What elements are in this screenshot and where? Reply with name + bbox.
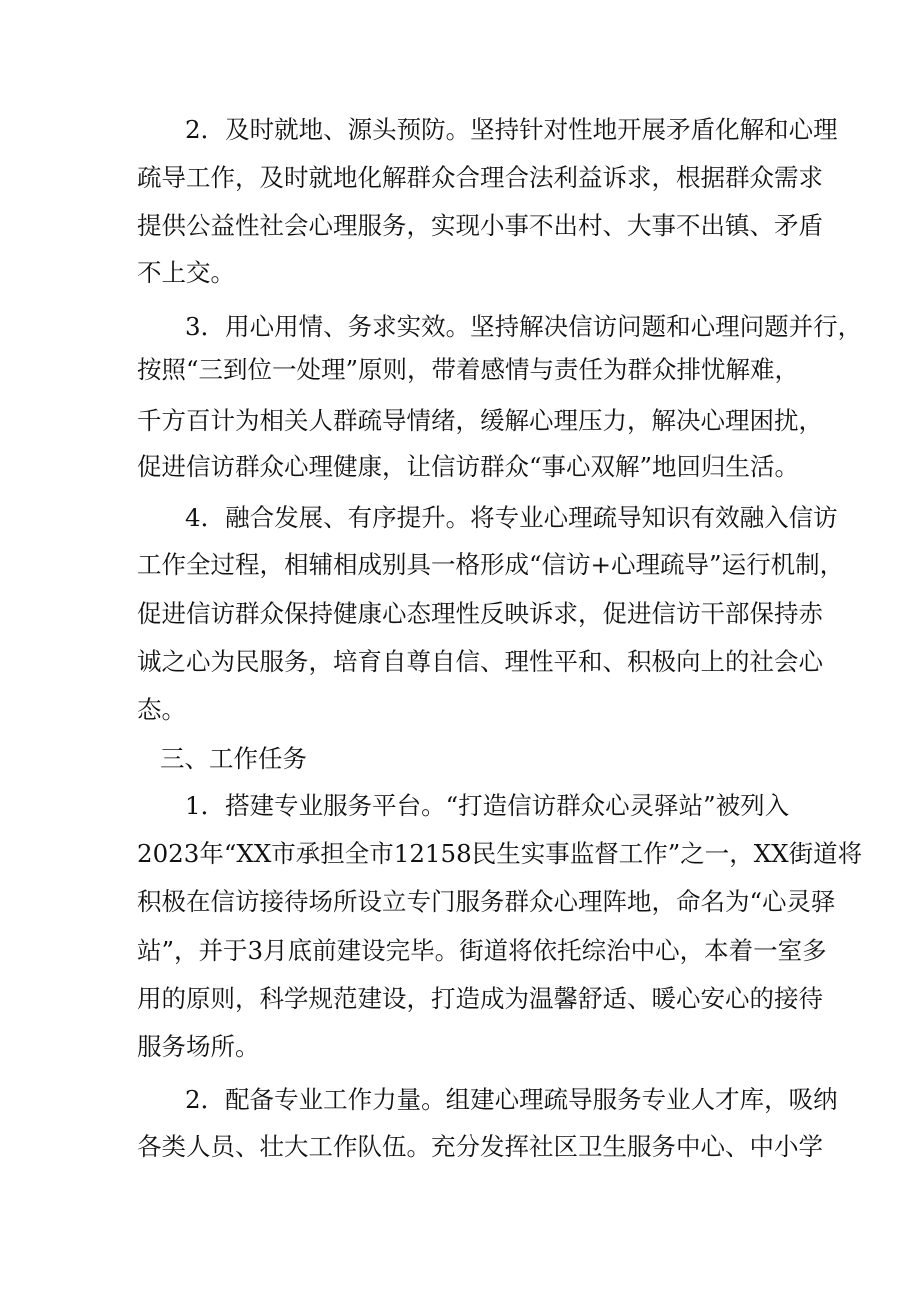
paragraph-4-line-2: 工作全过程，相辅相成别具一格形成“信访+心理疏导”运行机制，: [137, 550, 845, 579]
paragraph-3-line-1: 3．用心用情、务求实效。坚持解决信访问题和心理问题并行，: [185, 312, 863, 341]
paragraph-3-line-2: 按照“三到位一处理”原则，带着感情与责任为群众排忧解难，: [137, 355, 800, 384]
paragraph-4-line-4: 诚之心为民服务，培育自尊自信、理性平和、积极向上的社会心: [137, 647, 823, 676]
task-1-line-4: 站”，并于3月底前建设完毕。街道将依托综治中心，本着一室多: [137, 936, 827, 965]
paragraph-2-line-2: 疏导工作，及时就地化解群众合理合法利益诉求，根据群众需求: [137, 163, 823, 192]
task-1-line-6: 服务场所。: [137, 1032, 260, 1061]
paragraph-3-line-4: 促进信访群众心理健康，让信访群众“事心双解”地回归生活。: [137, 452, 800, 481]
paragraph-2-line-1: 2．及时就地、源头预防。坚持针对性地开展矛盾化解和心理: [185, 115, 838, 144]
paragraph-4-line-3: 促进信访群众保持健康心态理性反映诉求，促进信访干部保持赤: [137, 599, 823, 628]
task-2-line-1: 2．配备专业工作力量。组建心理疏导服务专业人才库，吸纳: [185, 1085, 838, 1114]
task-2-line-2: 各类人员、壮大工作队伍。充分发挥社区卫生服务中心、中小学: [137, 1132, 823, 1161]
task-1-line-5: 用的原则，科学规范建设，打造成为温馨舒适、暖心安心的接待: [137, 984, 823, 1013]
paragraph-2-line-4: 不上交。: [137, 258, 235, 287]
paragraph-3-line-3: 千方百计为相关人群疏导情绪，缓解心理压力，解决心理困扰，: [137, 406, 823, 435]
paragraph-4-line-1: 4．融合发展、有序提升。将专业心理疏导知识有效融入信访: [185, 503, 838, 532]
section-heading-work-tasks: 三、工作任务: [160, 744, 307, 773]
paragraph-2-line-3: 提供公益性社会心理服务，实现小事不出村、大事不出镇、矛盾: [137, 211, 823, 240]
task-1-line-2: 2023年“XX市承担全市12158民生实事监督工作”之一，XX街道将: [137, 839, 863, 868]
paragraph-4-line-5: 态。: [137, 695, 186, 724]
task-1-line-3: 积极在信访接待场所设立专门服务群众心理阵地，命名为“心灵驿: [137, 887, 836, 916]
task-1-line-1: 1．搭建专业服务平台。“打造信访群众心灵驿站”被列入: [185, 791, 790, 820]
